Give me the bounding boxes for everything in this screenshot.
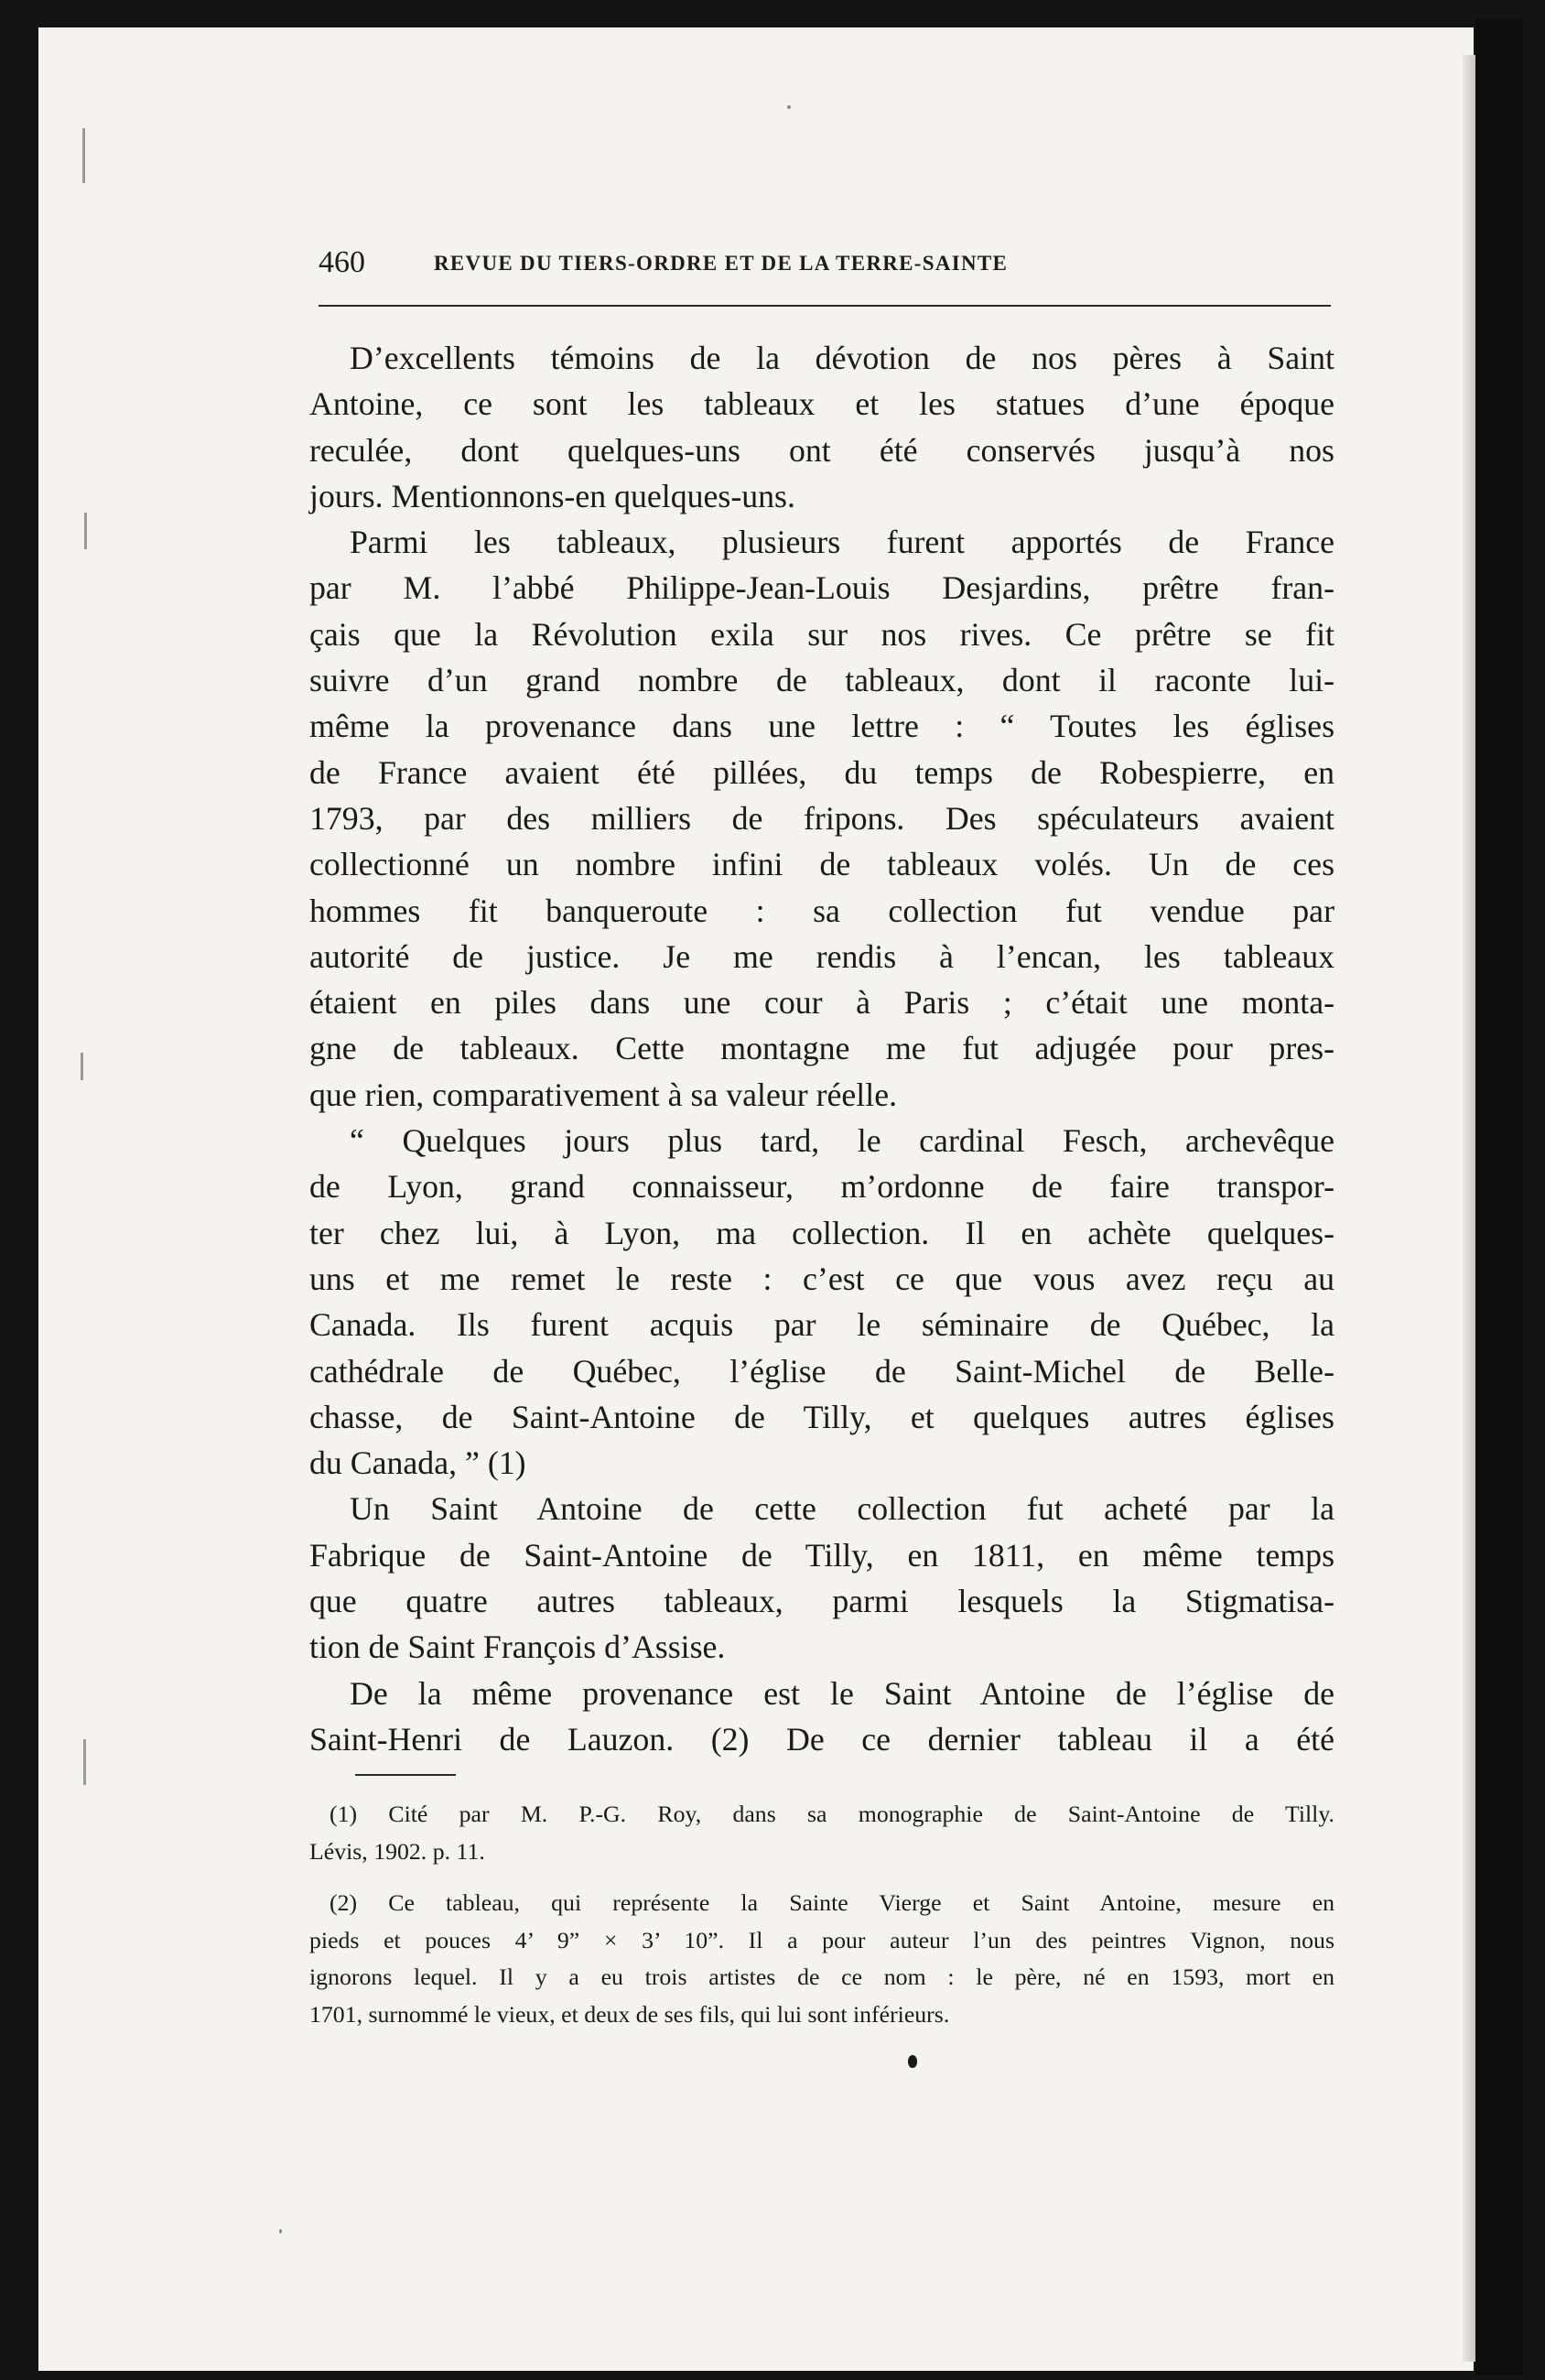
body-line: Parmi les tableaux, plusieurs furent apportés de France	[350, 524, 1334, 561]
body-line: étaient en piles dans une cour à Paris ; c’était une monta-	[309, 984, 1334, 1022]
margin-scan-mark	[83, 1739, 86, 1785]
body-line: suivre d’un grand nombre de tableaux, dont il raconte lui-	[309, 662, 1334, 699]
body-line: Canada. Ils furent acquis par le séminaire de Québec, la	[309, 1306, 1334, 1344]
margin-scan-mark	[84, 513, 87, 549]
footnotes	[309, 1796, 1334, 2033]
body-line: même la provenance dans une lettre : “ Toutes les églises	[309, 708, 1334, 745]
body-line: collectionné un nombre infini de tableaux volés. Un de ces	[309, 846, 1334, 883]
body-text	[309, 335, 1334, 1762]
page-number: 460	[319, 245, 365, 279]
body-line: de France avaient été pillées, du temps de Robespierre, en	[309, 753, 1334, 791]
body-line: çais que la Révolution exila sur nos rives. Ce prêtre se fit	[309, 615, 1334, 653]
footnote-1-line: (1) Cité par M. P.-G. Roy, dans sa monographie de Saint-Antoine de Tilly.	[330, 1801, 1334, 1827]
scan-speck	[787, 105, 791, 109]
body-line: tion de Saint François d’Assise.	[309, 1628, 726, 1666]
body-line: autorité de justice. Je me rendis à l’encan, les tableaux	[309, 937, 1334, 975]
footnote-2-line: (2) Ce tableau, qui représente la Sainte Vierge et Saint Antoine, mesure en	[330, 1889, 1334, 1916]
footnote-gap	[309, 1870, 1334, 1885]
body-line: reculée, dont quelques-uns ont été conservés jusqu’à nos	[309, 431, 1334, 469]
body-line: jours. Mentionnons-en quelques-uns.	[309, 477, 795, 514]
body-line: D’excellents témoins de la dévotion de nos pères à Saint	[350, 340, 1334, 376]
body-line: Fabrique de Saint-Antoine de Tilly, en 1811, en même temps	[309, 1536, 1334, 1574]
body-line: ter chez lui, à Lyon, ma collection. Il en achète quelques-	[309, 1214, 1334, 1251]
margin-scan-mark	[81, 1053, 83, 1080]
body-line: Antoine, ce sont les tableaux et les statues d’une époque	[309, 385, 1334, 423]
body-line: Un Saint Antoine de cette collection fut acheté par la	[350, 1490, 1334, 1528]
body-line: “ Quelques jours plus tard, le cardinal Fesch, archevêque	[350, 1122, 1334, 1160]
body-line: hommes fit banqueroute : sa collection fut vendue par	[309, 892, 1334, 929]
footnote-1-line: Lévis, 1902. p. 11.	[309, 1837, 485, 1865]
body-line: uns et me remet le reste : c’est ce que vous avez reçu au	[309, 1260, 1334, 1297]
adjacent-page-edge	[1475, 18, 1523, 2375]
body-line: par M. l’abbé Philippe-Jean-Louis Desjardins, prêtre fran-	[309, 569, 1334, 607]
footnote-2-line: ignorons lequel. Il y a eu trois artistes de ce nom : le père, né en 1593, mort en	[309, 1964, 1334, 1990]
running-title: REVUE DU TIERS-ORDRE ET DE LA TERRE-SAINTE	[434, 252, 1009, 275]
margin-scan-mark	[82, 128, 85, 183]
running-header	[319, 245, 1334, 282]
body-line: du Canada, ” (1)	[309, 1444, 526, 1482]
body-line: que quatre autres tableaux, parmi lesquels la Stigmatisa-	[309, 1583, 1334, 1620]
header-rule	[319, 305, 1331, 307]
body-line: Saint-Henri de Lauzon. (2) De ce dernier tableau il a été	[309, 1720, 1334, 1758]
end-ornament-icon	[908, 2055, 917, 2068]
body-line: de Lyon, grand connaisseur, m’ordonne de faire transpor-	[309, 1168, 1334, 1206]
scan-speck	[279, 2229, 282, 2234]
body-line: chasse, de Saint-Antoine de Tilly, et quelques autres églises	[309, 1398, 1334, 1435]
page-gutter-shadow	[1463, 55, 1475, 2362]
body-line: que rien, comparativement à sa valeur réelle.	[309, 1076, 898, 1113]
footnote-2-line: 1701, surnommé le vieux, et deux de ses fils, qui lui sont inférieurs.	[309, 2000, 950, 2028]
body-line: cathédrale de Québec, l’église de Saint-Michel de Belle-	[309, 1352, 1334, 1390]
footnote-rule	[355, 1774, 456, 1776]
body-line: 1793, par des milliers de fripons. Des spéculateurs avaient	[309, 799, 1334, 837]
footnote-2-line: pieds et pouces 4’ 9” × 3’ 10”. Il a pour auteur l’un des peintres Vignon, nous	[309, 1926, 1334, 1953]
body-line: De la même provenance est le Saint Antoine de l’église de	[350, 1674, 1334, 1712]
body-line: gne de tableaux. Cette montagne me fut adjugée pour pres-	[309, 1030, 1334, 1067]
